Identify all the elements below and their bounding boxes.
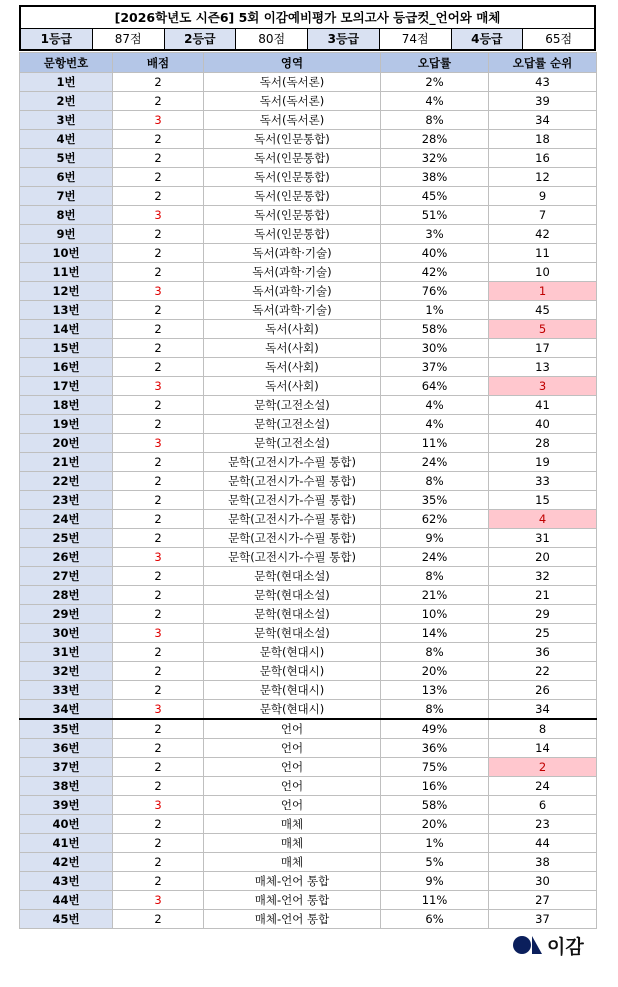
table-row — [20, 624, 597, 643]
error-rate-cell: 11% — [381, 434, 489, 453]
table-row — [20, 758, 597, 777]
question-number-cell: 40번 — [20, 815, 113, 834]
question-number-cell: 44번 — [20, 891, 113, 910]
score-cell: 2 — [113, 529, 204, 548]
area-cell: 매체 — [204, 853, 381, 872]
area-cell: 독서(인문통합) — [204, 225, 381, 244]
question-number-cell: 14번 — [20, 320, 113, 339]
score-cell: 2 — [113, 415, 204, 434]
question-number-cell: 2번 — [20, 92, 113, 111]
error-rank-cell: 6 — [489, 796, 597, 815]
question-number-cell: 29번 — [20, 605, 113, 624]
question-number-cell: 19번 — [20, 415, 113, 434]
area-cell: 독서(독서론) — [204, 111, 381, 130]
table-row — [20, 891, 597, 910]
grade-4-label: 4등급 — [452, 29, 524, 49]
error-rank-cell: 26 — [489, 681, 597, 700]
question-number-cell: 13번 — [20, 301, 113, 320]
error-rank-cell: 43 — [489, 73, 597, 92]
table-row — [20, 434, 597, 453]
table-row — [20, 453, 597, 472]
score-cell: 3 — [113, 700, 204, 720]
question-number-cell: 30번 — [20, 624, 113, 643]
score-cell: 2 — [113, 662, 204, 681]
area-cell: 문학(고전시가-수필 통합) — [204, 453, 381, 472]
question-number-cell: 6번 — [20, 168, 113, 187]
table-row — [20, 377, 597, 396]
area-cell: 문학(현대소설) — [204, 624, 381, 643]
area-cell: 언어 — [204, 719, 381, 739]
error-rate-cell: 11% — [381, 891, 489, 910]
area-cell: 매체-언어 통합 — [204, 872, 381, 891]
table-row — [20, 529, 597, 548]
question-number-cell: 16번 — [20, 358, 113, 377]
error-rate-cell: 28% — [381, 130, 489, 149]
question-number-cell: 37번 — [20, 758, 113, 777]
score-cell: 3 — [113, 282, 204, 301]
question-number-cell: 35번 — [20, 719, 113, 739]
column-header-area: 영역 — [204, 53, 381, 73]
question-number-cell: 25번 — [20, 529, 113, 548]
error-rank-cell: 31 — [489, 529, 597, 548]
area-cell: 독서(과학·기술) — [204, 263, 381, 282]
score-cell: 3 — [113, 891, 204, 910]
grade-1-cut: 87점 — [93, 29, 165, 49]
score-cell: 2 — [113, 73, 204, 92]
error-rate-cell: 75% — [381, 758, 489, 777]
area-cell: 언어 — [204, 758, 381, 777]
error-rate-cell: 6% — [381, 910, 489, 929]
error-rank-cell: 19 — [489, 453, 597, 472]
table-row — [20, 187, 597, 206]
area-cell: 언어 — [204, 739, 381, 758]
area-cell: 문학(현대소설) — [204, 586, 381, 605]
error-rate-cell: 76% — [381, 282, 489, 301]
page-title: [2026학년도 시즌6] 5회 이감예비평가 모의고사 등급컷_언어와 매체 — [21, 7, 594, 29]
area-cell: 독서(과학·기술) — [204, 244, 381, 263]
error-rate-cell: 4% — [381, 92, 489, 111]
table-row — [20, 681, 597, 700]
error-rank-cell: 33 — [489, 472, 597, 491]
question-number-cell: 5번 — [20, 149, 113, 168]
error-rate-cell: 16% — [381, 777, 489, 796]
table-row — [20, 662, 597, 681]
question-number-cell: 28번 — [20, 586, 113, 605]
table-row — [20, 910, 597, 929]
error-rank-cell: 42 — [489, 225, 597, 244]
score-cell: 2 — [113, 358, 204, 377]
error-rate-cell: 9% — [381, 872, 489, 891]
table-row — [20, 320, 597, 339]
error-rank-cell: 41 — [489, 396, 597, 415]
error-rate-cell: 42% — [381, 263, 489, 282]
error-rank-cell: 45 — [489, 301, 597, 320]
question-number-cell: 36번 — [20, 739, 113, 758]
error-rate-cell: 4% — [381, 396, 489, 415]
question-number-cell: 21번 — [20, 453, 113, 472]
area-cell: 문학(고전시가-수필 통합) — [204, 529, 381, 548]
table-row — [20, 130, 597, 149]
table-row — [20, 796, 597, 815]
score-cell: 3 — [113, 796, 204, 815]
error-rate-cell: 36% — [381, 739, 489, 758]
area-cell: 문학(현대시) — [204, 681, 381, 700]
table-row — [20, 700, 597, 720]
error-rank-cell: 17 — [489, 339, 597, 358]
error-rank-cell: 14 — [489, 739, 597, 758]
error-rate-cell: 8% — [381, 472, 489, 491]
table-row — [20, 244, 597, 263]
error-rank-cell: 25 — [489, 624, 597, 643]
error-rank-cell: 22 — [489, 662, 597, 681]
error-rank-cell: 24 — [489, 777, 597, 796]
column-header-score: 배점 — [113, 53, 204, 73]
question-number-cell: 3번 — [20, 111, 113, 130]
error-rank-cell: 44 — [489, 834, 597, 853]
question-number-cell: 42번 — [20, 853, 113, 872]
question-number-cell: 12번 — [20, 282, 113, 301]
score-cell: 2 — [113, 244, 204, 263]
area-cell: 문학(현대소설) — [204, 567, 381, 586]
score-cell: 2 — [113, 719, 204, 739]
score-cell: 3 — [113, 624, 204, 643]
score-cell: 2 — [113, 320, 204, 339]
grade-4-cut: 65점 — [545, 32, 573, 46]
score-cell: 2 — [113, 834, 204, 853]
score-cell: 2 — [113, 130, 204, 149]
table-row — [20, 834, 597, 853]
area-cell: 독서(인문통합) — [204, 206, 381, 225]
area-cell: 매체 — [204, 834, 381, 853]
error-rate-cell: 20% — [381, 815, 489, 834]
question-number-cell: 18번 — [20, 396, 113, 415]
error-rate-cell: 40% — [381, 244, 489, 263]
question-number-cell: 41번 — [20, 834, 113, 853]
score-cell: 3 — [113, 548, 204, 567]
score-cell: 2 — [113, 872, 204, 891]
table-row — [20, 605, 597, 624]
area-cell: 독서(사회) — [204, 377, 381, 396]
question-number-cell: 34번 — [20, 700, 113, 720]
question-number-cell: 17번 — [20, 377, 113, 396]
score-cell: 2 — [113, 92, 204, 111]
area-cell: 독서(인문통합) — [204, 149, 381, 168]
question-number-cell: 11번 — [20, 263, 113, 282]
igam-logo — [513, 933, 584, 957]
area-cell: 문학(고전소설) — [204, 415, 381, 434]
score-cell: 2 — [113, 225, 204, 244]
logo-text: 이감 — [547, 935, 584, 958]
error-rank-cell: 28 — [489, 434, 597, 453]
area-cell: 독서(사회) — [204, 339, 381, 358]
error-rank-cell: 5 — [489, 320, 597, 339]
score-cell: 2 — [113, 339, 204, 358]
error-rank-cell: 23 — [489, 815, 597, 834]
question-number-cell: 10번 — [20, 244, 113, 263]
area-cell: 문학(고전소설) — [204, 434, 381, 453]
error-rank-cell: 8 — [489, 719, 597, 739]
error-rank-cell: 3 — [489, 377, 597, 396]
grade-2-cut: 80점 — [236, 29, 308, 49]
grade-cut-row — [21, 29, 594, 49]
area-cell: 독서(사회) — [204, 320, 381, 339]
score-cell: 2 — [113, 777, 204, 796]
table-row — [20, 206, 597, 225]
table-row — [20, 92, 597, 111]
error-rate-cell: 35% — [381, 491, 489, 510]
error-rate-cell: 51% — [381, 206, 489, 225]
column-header-error-rate: 오답률 — [381, 53, 489, 73]
score-cell: 3 — [113, 111, 204, 130]
area-cell: 문학(현대시) — [204, 662, 381, 681]
error-rank-cell: 37 — [489, 910, 597, 929]
error-rate-cell: 14% — [381, 624, 489, 643]
score-cell: 2 — [113, 815, 204, 834]
error-rate-cell: 58% — [381, 796, 489, 815]
error-rate-cell: 21% — [381, 586, 489, 605]
table-row — [20, 263, 597, 282]
area-cell: 문학(현대시) — [204, 700, 381, 720]
question-number-cell: 1번 — [20, 73, 113, 92]
area-cell: 독서(과학·기술) — [204, 301, 381, 320]
table-row — [20, 643, 597, 662]
table-row — [20, 111, 597, 130]
error-rank-cell: 34 — [489, 111, 597, 130]
question-number-cell: 45번 — [20, 910, 113, 929]
score-cell: 2 — [113, 681, 204, 700]
score-cell: 2 — [113, 739, 204, 758]
error-rank-cell: 34 — [489, 700, 597, 720]
table-row — [20, 415, 597, 434]
table-body — [20, 73, 597, 929]
area-cell: 독서(독서론) — [204, 92, 381, 111]
question-number-cell: 7번 — [20, 187, 113, 206]
table-row — [20, 567, 597, 586]
error-rate-cell: 1% — [381, 301, 489, 320]
error-rank-cell: 32 — [489, 567, 597, 586]
question-number-cell: 4번 — [20, 130, 113, 149]
score-cell: 3 — [113, 206, 204, 225]
area-cell: 문학(고전소설) — [204, 396, 381, 415]
error-rank-cell: 27 — [489, 891, 597, 910]
error-rate-cell: 49% — [381, 719, 489, 739]
score-cell: 2 — [113, 758, 204, 777]
grade-3-cut: 74점 — [380, 29, 452, 49]
table-row — [20, 491, 597, 510]
area-cell: 독서(인문통합) — [204, 168, 381, 187]
question-number-cell: 43번 — [20, 872, 113, 891]
error-rank-cell: 38 — [489, 853, 597, 872]
error-rate-cell: 58% — [381, 320, 489, 339]
error-rank-cell: 18 — [489, 130, 597, 149]
error-rank-cell: 13 — [489, 358, 597, 377]
score-cell: 3 — [113, 434, 204, 453]
table-row — [20, 586, 597, 605]
area-cell: 독서(인문통합) — [204, 187, 381, 206]
error-rate-cell: 20% — [381, 662, 489, 681]
question-number-cell: 27번 — [20, 567, 113, 586]
area-cell: 매체 — [204, 815, 381, 834]
area-cell: 문학(고전시가-수필 통합) — [204, 472, 381, 491]
error-rate-cell: 1% — [381, 834, 489, 853]
error-rate-cell: 3% — [381, 225, 489, 244]
question-number-cell: 24번 — [20, 510, 113, 529]
error-rate-cell: 8% — [381, 700, 489, 720]
error-rate-cell: 8% — [381, 111, 489, 130]
area-cell: 문학(현대소설) — [204, 605, 381, 624]
error-rate-cell: 4% — [381, 415, 489, 434]
error-rate-cell: 62% — [381, 510, 489, 529]
question-number-cell: 38번 — [20, 777, 113, 796]
table-row — [20, 396, 597, 415]
grade-3-label: 3등급 — [308, 29, 380, 49]
table-row — [20, 777, 597, 796]
table-row — [20, 73, 597, 92]
question-stats-table — [19, 52, 597, 929]
area-cell: 독서(독서론) — [204, 73, 381, 92]
score-cell: 2 — [113, 396, 204, 415]
area-cell: 언어 — [204, 796, 381, 815]
table-row — [20, 301, 597, 320]
table-row — [20, 339, 597, 358]
question-number-cell: 33번 — [20, 681, 113, 700]
score-cell: 2 — [113, 472, 204, 491]
error-rate-cell: 64% — [381, 377, 489, 396]
error-rank-cell: 10 — [489, 263, 597, 282]
error-rank-cell: 12 — [489, 168, 597, 187]
error-rank-cell: 1 — [489, 282, 597, 301]
table-row — [20, 282, 597, 301]
table-row — [20, 853, 597, 872]
error-rate-cell: 30% — [381, 339, 489, 358]
error-rate-cell: 9% — [381, 529, 489, 548]
error-rate-cell: 24% — [381, 453, 489, 472]
score-cell: 2 — [113, 605, 204, 624]
error-rate-cell: 37% — [381, 358, 489, 377]
score-cell: 2 — [113, 453, 204, 472]
error-rank-cell: 2 — [489, 758, 597, 777]
table-row — [20, 815, 597, 834]
question-number-cell: 32번 — [20, 662, 113, 681]
area-cell: 언어 — [204, 777, 381, 796]
area-cell: 독서(사회) — [204, 358, 381, 377]
score-cell: 2 — [113, 263, 204, 282]
score-cell: 2 — [113, 643, 204, 662]
error-rank-cell: 16 — [489, 149, 597, 168]
score-cell: 3 — [113, 377, 204, 396]
question-number-cell: 31번 — [20, 643, 113, 662]
error-rate-cell: 24% — [381, 548, 489, 567]
table-row — [20, 149, 597, 168]
area-cell: 독서(인문통합) — [204, 130, 381, 149]
score-cell: 2 — [113, 149, 204, 168]
area-cell: 독서(과학·기술) — [204, 282, 381, 301]
error-rank-cell: 30 — [489, 872, 597, 891]
table-row — [20, 719, 597, 739]
question-number-cell: 22번 — [20, 472, 113, 491]
score-cell: 2 — [113, 301, 204, 320]
table-row — [20, 872, 597, 891]
score-cell: 2 — [113, 491, 204, 510]
score-cell: 2 — [113, 567, 204, 586]
error-rank-cell: 36 — [489, 643, 597, 662]
table-row — [20, 168, 597, 187]
question-number-cell: 8번 — [20, 206, 113, 225]
question-number-cell: 26번 — [20, 548, 113, 567]
score-cell: 2 — [113, 168, 204, 187]
error-rate-cell: 8% — [381, 567, 489, 586]
error-rank-cell: 20 — [489, 548, 597, 567]
area-cell: 문학(고전시가-수필 통합) — [204, 548, 381, 567]
grade-2-label: 2등급 — [165, 29, 237, 49]
table-row — [20, 510, 597, 529]
error-rate-cell: 32% — [381, 149, 489, 168]
error-rate-cell: 8% — [381, 643, 489, 662]
error-rank-cell: 21 — [489, 586, 597, 605]
table-row — [20, 739, 597, 758]
error-rank-cell: 39 — [489, 92, 597, 111]
error-rank-cell: 11 — [489, 244, 597, 263]
error-rank-cell: 4 — [489, 510, 597, 529]
table-row — [20, 548, 597, 567]
table-row — [20, 225, 597, 244]
question-number-cell: 20번 — [20, 434, 113, 453]
grade-cut-header — [19, 5, 596, 51]
error-rank-cell: 29 — [489, 605, 597, 624]
question-number-cell: 39번 — [20, 796, 113, 815]
table-row — [20, 472, 597, 491]
error-rate-cell: 45% — [381, 187, 489, 206]
error-rate-cell: 10% — [381, 605, 489, 624]
question-number-cell: 9번 — [20, 225, 113, 244]
score-cell: 2 — [113, 586, 204, 605]
score-cell: 2 — [113, 853, 204, 872]
area-cell: 문학(고전시가-수필 통합) — [204, 510, 381, 529]
error-rank-cell: 7 — [489, 206, 597, 225]
error-rate-cell: 13% — [381, 681, 489, 700]
error-rate-cell: 2% — [381, 73, 489, 92]
error-rate-cell: 5% — [381, 853, 489, 872]
question-number-cell: 23번 — [20, 491, 113, 510]
column-header-error-rank: 오답률 순위 — [489, 53, 597, 73]
error-rank-cell: 40 — [489, 415, 597, 434]
area-cell: 문학(고전시가-수필 통합) — [204, 491, 381, 510]
area-cell: 매체-언어 통합 — [204, 910, 381, 929]
score-cell: 2 — [113, 187, 204, 206]
area-cell: 문학(현대시) — [204, 643, 381, 662]
error-rank-cell: 9 — [489, 187, 597, 206]
error-rank-cell: 15 — [489, 491, 597, 510]
column-header-question: 문항번호 — [20, 53, 113, 73]
score-cell: 2 — [113, 510, 204, 529]
score-cell: 2 — [113, 910, 204, 929]
table-row — [20, 358, 597, 377]
error-rate-cell: 38% — [381, 168, 489, 187]
table-header-row — [20, 53, 597, 73]
grade-1-label: 1등급 — [21, 29, 93, 49]
area-cell: 매체-언어 통합 — [204, 891, 381, 910]
igam-logo-icon — [513, 935, 543, 955]
question-number-cell: 15번 — [20, 339, 113, 358]
